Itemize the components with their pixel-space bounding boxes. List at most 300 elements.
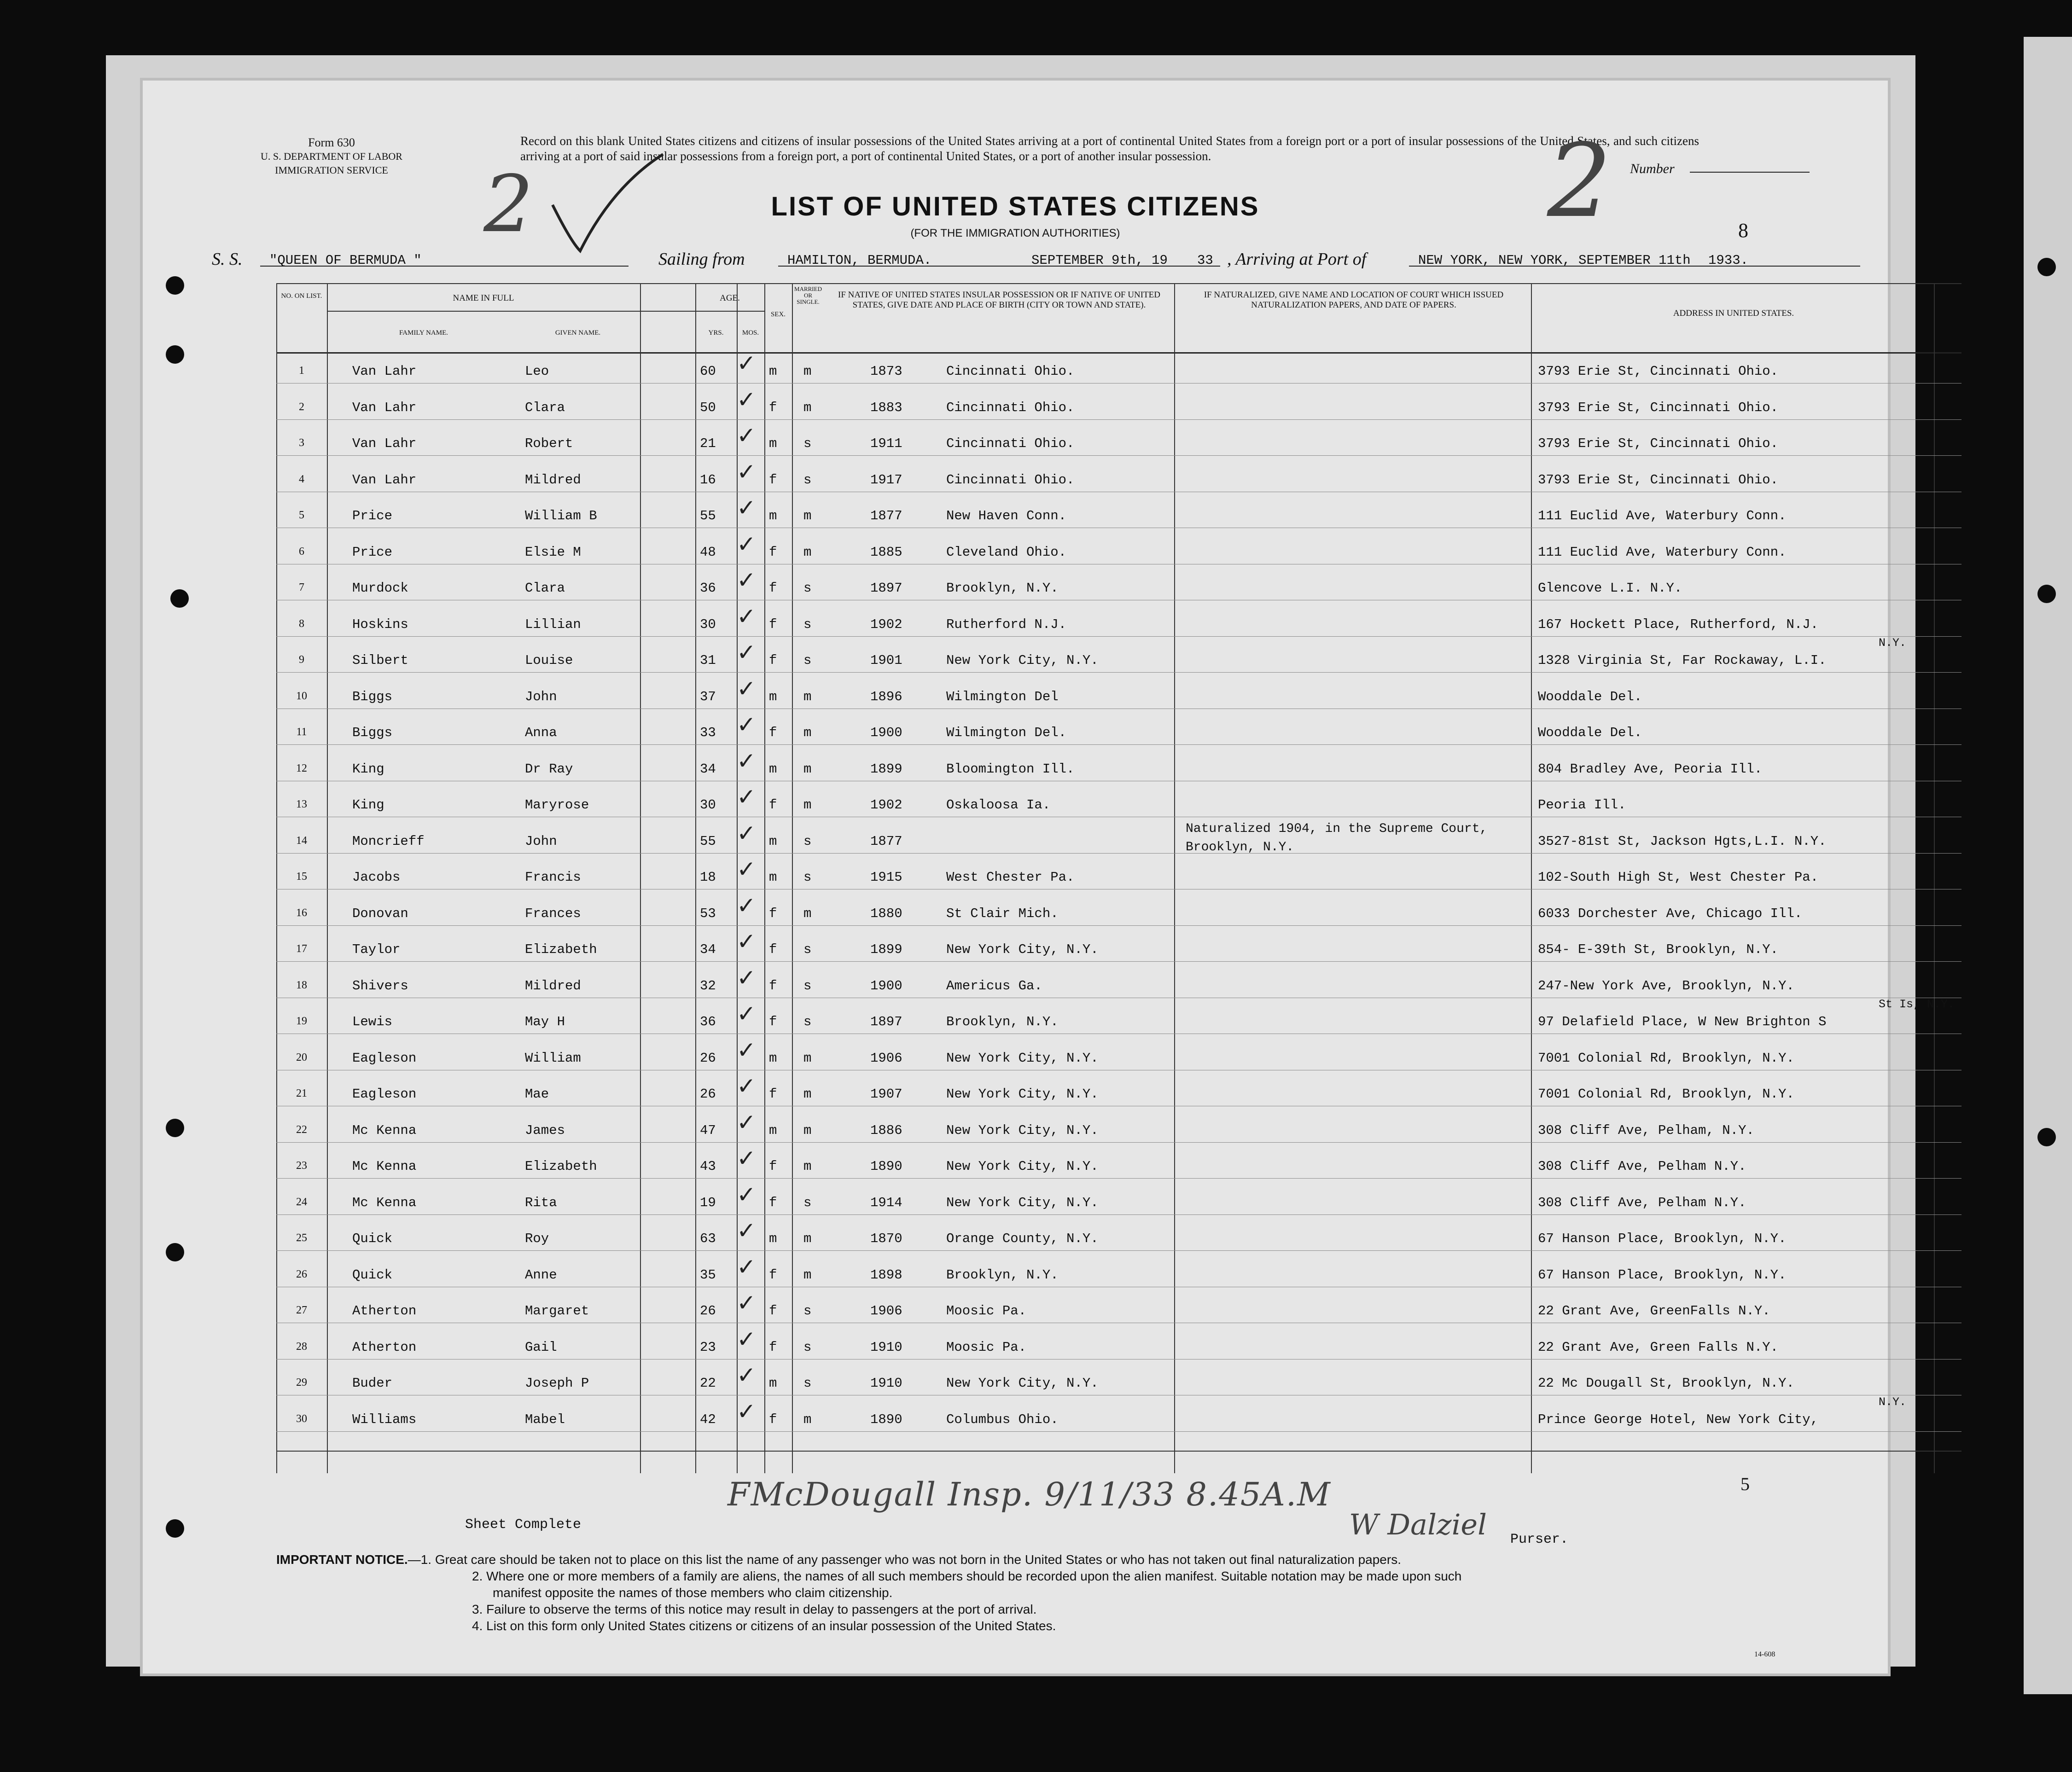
given-name: Francis [525, 870, 581, 885]
sex: f [769, 1303, 777, 1319]
checkmark-icon: ✓ [737, 603, 756, 630]
checkmark-icon: ✓ [737, 1073, 756, 1099]
purser-signature: W Dalziel [1349, 1508, 1487, 1541]
age-years: 26 [700, 1303, 716, 1319]
row-number: 26 [296, 1268, 307, 1280]
given-name: Joseph P [525, 1376, 589, 1391]
age-years: 21 [700, 436, 716, 451]
given-name: Anna [525, 725, 557, 740]
birth-place: New York City, N.Y. [946, 942, 1099, 957]
address-note: N.Y. [1879, 1395, 1907, 1409]
marital-status: s [803, 616, 812, 632]
birth-year: 1902 [870, 616, 902, 632]
voyage-line [147, 246, 1851, 274]
important-notice [276, 1551, 1851, 1634]
age-years: 37 [700, 689, 716, 704]
address: 6033 Dorchester Ave, Chicago Ill. [1538, 906, 1803, 921]
given-name: Mae [525, 1086, 549, 1102]
birth-place: Brooklyn, N.Y. [946, 1267, 1059, 1283]
given-name: Louise [525, 653, 573, 668]
marital-status: s [803, 870, 812, 885]
birth-year: 1914 [870, 1195, 902, 1210]
birth-year: 1906 [870, 1050, 902, 1066]
address: 67 Hanson Place, Brooklyn, N.Y. [1538, 1267, 1787, 1283]
header-age: AGE. [720, 293, 740, 303]
inspector-stamp: FMcDougall Insp. 9/11/33 8.45A.M [728, 1476, 1331, 1513]
row-number: 9 [299, 654, 304, 666]
row-rule [276, 636, 1961, 637]
address: 3793 Erie St, Cincinnati Ohio. [1538, 400, 1779, 415]
arrival-year: 1933. [1708, 253, 1749, 268]
sex: f [769, 581, 777, 596]
family-name: Van Lahr [352, 436, 417, 451]
row-number: 27 [296, 1304, 307, 1316]
family-name: Silbert [352, 653, 408, 668]
age-years: 35 [700, 1267, 716, 1283]
page-number: 8 [1738, 219, 1748, 242]
sex: f [769, 400, 777, 415]
checkmark-icon: ✓ [737, 1181, 756, 1208]
given-name: Robert [525, 436, 573, 451]
birth-year: 1910 [870, 1376, 902, 1391]
birth-year: 1873 [870, 364, 902, 379]
address: 7001 Colonial Rd, Brooklyn, N.Y. [1538, 1050, 1794, 1066]
checkmark-icon: ✓ [737, 711, 756, 738]
birth-year: 1901 [870, 653, 902, 668]
checkmark-icon: ✓ [737, 964, 756, 991]
row-number: 14 [296, 834, 307, 847]
sex: m [769, 761, 777, 777]
checkmark-icon: ✓ [737, 1145, 756, 1172]
checkmark-icon: ✓ [737, 639, 756, 666]
row-number: 6 [299, 545, 304, 558]
marital-status: m [803, 1050, 812, 1066]
family-name: Quick [352, 1231, 393, 1246]
age-years: 63 [700, 1231, 716, 1246]
age-years: 22 [700, 1376, 716, 1391]
given-name: Clara [525, 581, 565, 596]
address: 111 Euclid Ave, Waterbury Conn. [1538, 508, 1787, 523]
address: 1328 Virginia St, Far Rockaway, L.I. [1538, 653, 1827, 668]
date-underline [778, 266, 1220, 267]
punch-hole [166, 276, 184, 295]
birth-year: 1886 [870, 1122, 902, 1138]
family-name: Donovan [352, 906, 408, 921]
birth-place: Columbus Ohio. [946, 1412, 1059, 1427]
birth-place: New York City, N.Y. [946, 1122, 1099, 1138]
age-years: 31 [700, 653, 716, 668]
birth-place: Bloomington Ill. [946, 761, 1075, 777]
birth-place: Brooklyn, N.Y. [946, 1014, 1059, 1029]
birth-place: Moosic Pa. [946, 1339, 1027, 1355]
address: 22 Grant Ave, GreenFalls N.Y. [1538, 1303, 1770, 1319]
row-rule [276, 455, 1961, 456]
age-years: 55 [700, 833, 716, 849]
family-name: Quick [352, 1267, 393, 1283]
checkmark-icon: ✓ [737, 530, 756, 558]
given-name: John [525, 689, 557, 704]
birth-place: New York City, N.Y. [946, 1050, 1099, 1066]
family-name: Hoskins [352, 616, 408, 632]
sex: f [769, 544, 777, 560]
ss-label: S. S. [212, 250, 243, 269]
family-name: Moncrieff [352, 833, 425, 849]
age-years: 48 [700, 544, 716, 560]
family-name: Murdock [352, 581, 408, 596]
age-years: 26 [700, 1086, 716, 1102]
sex: f [769, 1339, 777, 1355]
arrival-port: NEW YORK, NEW YORK, SEPTEMBER 11th [1418, 253, 1691, 268]
ship-underline [260, 266, 629, 267]
sex: f [769, 1159, 777, 1174]
family-name: Price [352, 544, 393, 560]
row-number: 8 [299, 617, 304, 630]
birth-place: Cleveland Ohio. [946, 544, 1067, 560]
marital-status: s [803, 1195, 812, 1210]
birth-place: Wilmington Del [946, 689, 1059, 704]
row-rule [276, 419, 1961, 420]
birth-place: Wilmington Del. [946, 725, 1067, 740]
sex: f [769, 725, 777, 740]
form-number: Form 630 [308, 136, 355, 149]
given-name: Lillian [525, 616, 581, 632]
arriving-label: , Arriving at Port of [1227, 250, 1367, 269]
handwritten-mark-left: 2 [483, 159, 534, 250]
header-sex: SEX. [770, 311, 786, 318]
address: 854- E-39th St, Brooklyn, N.Y. [1538, 942, 1779, 957]
birth-year: 1900 [870, 978, 902, 993]
address: Glencove L.I. N.Y. [1538, 581, 1682, 596]
checkmark-icon: ✓ [737, 675, 756, 702]
address: 3793 Erie St, Cincinnati Ohio. [1538, 436, 1779, 451]
sex: f [769, 1086, 777, 1102]
family-name: Biggs [352, 689, 393, 704]
checkmark-icon: ✓ [737, 422, 756, 449]
address: Peoria Ill. [1538, 797, 1626, 813]
header-birth: IF NATIVE OF UNITED STATES INSULAR POSSESSION OR IF NATIVE OF UNITED STATES, GIVE DATE AND PLACE OF BIRTH (CITY OR TOWN AND STATE). [838, 290, 1160, 310]
row-number: 12 [296, 762, 307, 774]
given-name: Elizabeth [525, 942, 597, 957]
given-name: Dr Ray [525, 761, 573, 777]
row-rule [276, 961, 1961, 962]
departure-port: HAMILTON, BERMUDA. [787, 253, 932, 268]
punch-hole [170, 589, 189, 608]
checkmark-icon: ✓ [737, 1000, 756, 1027]
given-name: Mabel [525, 1412, 565, 1427]
header-address: ADDRESS IN UNITED STATES. [1673, 308, 1794, 318]
given-name: Mildred [525, 472, 581, 488]
age-years: 36 [700, 581, 716, 596]
age-years: 30 [700, 616, 716, 632]
address: 7001 Colonial Rd, Brooklyn, N.Y. [1538, 1086, 1794, 1102]
family-name: Lewis [352, 1014, 393, 1029]
sex: f [769, 472, 777, 488]
family-name: Price [352, 508, 393, 523]
sex: m [769, 364, 777, 379]
family-name: Taylor [352, 942, 401, 957]
row-rule [276, 1142, 1961, 1143]
birth-year: 1870 [870, 1231, 902, 1246]
checkmark-icon: ✓ [737, 747, 756, 774]
age-subheader-rule [695, 311, 764, 312]
row-number: 24 [296, 1196, 307, 1208]
department: U. S. DEPARTMENT OF LABOR [261, 151, 402, 162]
sheet-complete: Sheet Complete [465, 1517, 582, 1533]
given-name: James [525, 1122, 565, 1138]
checkmark-icon: ✓ [737, 1362, 756, 1389]
birth-year: 1910 [870, 1339, 902, 1355]
sex: f [769, 978, 777, 993]
row-rule [276, 1178, 1961, 1179]
sex: m [769, 870, 777, 885]
birth-place: New York City, N.Y. [946, 1195, 1099, 1210]
birth-place: New York City, N.Y. [946, 1086, 1099, 1102]
marital-status: m [803, 1159, 812, 1174]
age-years: 33 [700, 725, 716, 740]
notice-4: 4. List on this form only United States citizens or citizens of an insular possession of the United States. [472, 1619, 1056, 1633]
checkmark-icon: ✓ [737, 350, 756, 377]
birth-year: 1917 [870, 472, 902, 488]
sex: m [769, 1376, 777, 1391]
number-label: Number [1630, 161, 1675, 176]
sex: m [769, 1122, 777, 1138]
checkmark-icon: ✓ [737, 1398, 756, 1425]
purser-label: Purser. [1510, 1532, 1569, 1547]
marital-status: s [803, 833, 812, 849]
header-family: FAMILY NAME. [399, 329, 448, 337]
row-rule [276, 744, 1961, 745]
family-name: Shivers [352, 978, 408, 993]
handwritten-mark-right: 2 [1547, 122, 1612, 240]
address: 3793 Erie St, Cincinnati Ohio. [1538, 472, 1779, 488]
sex: f [769, 942, 777, 957]
birth-year: 1915 [870, 870, 902, 885]
marital-status: s [803, 1339, 812, 1355]
col-border [764, 283, 765, 1473]
checkmark-icon: ✓ [737, 1109, 756, 1136]
given-name: John [525, 833, 557, 849]
small-number: 5 [1740, 1474, 1750, 1494]
birth-year: 1885 [870, 544, 902, 560]
punch-hole [2037, 258, 2056, 276]
address: 3527-81st St, Jackson Hgts,L.I. N.Y. [1538, 833, 1827, 849]
punch-hole [2037, 1128, 2056, 1146]
marital-status: m [803, 508, 812, 523]
punch-hole [166, 1519, 184, 1538]
sex: f [769, 1195, 777, 1210]
row-number: 16 [296, 906, 307, 919]
naturalization-note: Naturalized 1904, in the Supreme Court, Brooklyn, N.Y. [1186, 821, 1488, 854]
given-name: Roy [525, 1231, 549, 1246]
intro-text: Record on this blank United States citizens and citizens of insular possessions of the United States arriving at a port of continental United States from a foreign port or a port of insular possessions of the United States, and such citizens arriving at a port of said insular possessions from a foreign port, a port of continental United States, or a port of another insular possession. [520, 134, 1699, 163]
marital-status: m [803, 1267, 812, 1283]
port-underline [1409, 266, 1860, 267]
row-number: 30 [296, 1412, 307, 1425]
given-name: Anne [525, 1267, 557, 1283]
row-number: 4 [299, 473, 304, 485]
address: 22 Grant Ave, Green Falls N.Y. [1538, 1339, 1779, 1355]
row-number: 18 [296, 979, 307, 991]
address: 308 Cliff Ave, Pelham N.Y. [1538, 1195, 1746, 1210]
col-border [1934, 283, 1935, 1473]
address-note: St Is, N.Y. [1879, 998, 1955, 1011]
marital-status: s [803, 978, 812, 993]
header-mos: MOS. [742, 329, 759, 337]
marital-status: m [803, 544, 812, 560]
family-name: Van Lahr [352, 472, 417, 488]
col-border [792, 283, 793, 1473]
marital-status: m [803, 1122, 812, 1138]
birth-year: 1911 [870, 436, 902, 451]
notice-2: 2. Where one or more members of a family are aliens, the names of all such members should be recorded upon the alien manifest. Suitable notation may be made upon such [472, 1569, 1462, 1583]
checkmark-icon: ✓ [737, 567, 756, 593]
given-name: Mildred [525, 978, 581, 993]
birth-year: 1900 [870, 725, 902, 740]
checkmark-icon: ✓ [737, 892, 756, 919]
birth-year: 1890 [870, 1412, 902, 1427]
checkmark-icon: ✓ [737, 1036, 756, 1063]
address: 308 Cliff Ave, Pelham N.Y. [1538, 1159, 1746, 1174]
birth-place: New York City, N.Y. [946, 1159, 1099, 1174]
sex: m [769, 508, 777, 523]
birth-year: 1880 [870, 906, 902, 921]
family-name: Jacobs [352, 870, 401, 885]
address: 3793 Erie St, Cincinnati Ohio. [1538, 364, 1779, 379]
sex: f [769, 616, 777, 632]
birth-place: Oskaloosa Ia. [946, 797, 1051, 813]
birth-year: 1897 [870, 1014, 902, 1029]
ship-name: "QUEEN OF BERMUDA " [269, 253, 422, 268]
page-title: LIST OF UNITED STATES CITIZENS [771, 192, 1260, 221]
header-given: GIVEN NAME. [555, 329, 601, 337]
name-subheader-rule [327, 311, 695, 312]
row-rule [276, 853, 1961, 854]
notice-2b: manifest opposite the names of those members who claim citizenship. [493, 1586, 893, 1600]
address: 67 Hanson Place, Brooklyn, N.Y. [1538, 1231, 1787, 1246]
given-name: William B [525, 508, 597, 523]
manifest-table [276, 283, 1961, 1473]
family-name: Van Lahr [352, 400, 417, 415]
notice-3: 3. Failure to observe the terms of this notice may result in delay to passengers at the port of arrival. [472, 1602, 1037, 1616]
family-name: Van Lahr [352, 364, 417, 379]
family-name: King [352, 761, 384, 777]
marital-status: s [803, 1303, 812, 1319]
row-rule [276, 1431, 1961, 1432]
birth-place: New Haven Conn. [946, 508, 1067, 523]
birth-place: Americus Ga. [946, 978, 1042, 993]
age-years: 42 [700, 1412, 716, 1427]
sex: m [769, 1231, 777, 1246]
sex: m [769, 833, 777, 849]
birth-place: Cincinnati Ohio. [946, 472, 1075, 488]
marital-status: s [803, 1376, 812, 1391]
col-border [1531, 283, 1532, 1473]
header-name: NAME IN FULL [453, 293, 514, 303]
sex: m [769, 689, 777, 704]
address: 97 Delafield Place, W New Brighton S [1538, 1014, 1827, 1029]
age-years: 43 [700, 1159, 716, 1174]
birth-place: Moosic Pa. [946, 1303, 1027, 1319]
birth-year: 1890 [870, 1159, 902, 1174]
family-name: Atherton [352, 1303, 417, 1319]
family-name: Eagleson [352, 1086, 417, 1102]
age-years: 16 [700, 472, 716, 488]
sex: m [769, 436, 777, 451]
marital-status: m [803, 364, 812, 379]
address: 167 Hockett Place, Rutherford, N.J. [1538, 616, 1819, 632]
age-years: 36 [700, 1014, 716, 1029]
manifest-page [143, 81, 1955, 1673]
birth-year: 1897 [870, 581, 902, 596]
checkmark-icon: ✓ [737, 1253, 756, 1280]
given-name: May H [525, 1014, 565, 1029]
given-name: Rita [525, 1195, 557, 1210]
birth-place: West Chester Pa. [946, 870, 1075, 885]
sailing-label: Sailing from [658, 250, 745, 269]
col-border [695, 283, 696, 1473]
given-name: Leo [525, 364, 549, 379]
family-name: Mc Kenna [352, 1122, 417, 1138]
age-years: 60 [700, 364, 716, 379]
age-years: 26 [700, 1050, 716, 1066]
row-rule [276, 1250, 1961, 1251]
age-years: 23 [700, 1339, 716, 1355]
row-rule [276, 672, 1961, 673]
col-border [276, 283, 277, 1473]
address: 804 Bradley Ave, Peoria Ill. [1538, 761, 1763, 777]
punch-hole [166, 1119, 184, 1137]
address: 102-South High St, West Chester Pa. [1538, 870, 1819, 885]
checkmark-icon: ✓ [737, 819, 756, 847]
row-number: 11 [296, 726, 307, 738]
departure-date: SEPTEMBER 9th, 19 [1031, 253, 1168, 268]
given-name: William [525, 1050, 581, 1066]
row-number: 3 [299, 437, 304, 449]
family-name: King [352, 797, 384, 813]
birth-year: 1907 [870, 1086, 902, 1102]
row-number: 23 [296, 1160, 307, 1172]
row-number: 1 [299, 365, 304, 377]
birth-year: 1906 [870, 1303, 902, 1319]
row-number: 22 [296, 1123, 307, 1136]
family-name: Mc Kenna [352, 1195, 417, 1210]
table-top-rule [276, 283, 1961, 284]
checkmark-icon: ✓ [737, 928, 756, 955]
row-number: 13 [296, 798, 307, 810]
family-name: Buder [352, 1376, 393, 1391]
address: 22 Mc Dougall St, Brooklyn, N.Y. [1538, 1376, 1794, 1391]
marital-status: s [803, 436, 812, 451]
birth-place: New York City, N.Y. [946, 653, 1099, 668]
given-name: Gail [525, 1339, 557, 1355]
service: IMMIGRATION SERVICE [275, 164, 388, 176]
row-number: 21 [296, 1087, 307, 1099]
birth-place: Cincinnati Ohio. [946, 400, 1075, 415]
marital-status: s [803, 581, 812, 596]
age-years: 18 [700, 870, 716, 885]
marital-status: m [803, 1231, 812, 1246]
header-bottom-rule [276, 352, 1961, 354]
family-name: Atherton [352, 1339, 417, 1355]
birth-year: 1899 [870, 761, 902, 777]
sex: f [769, 653, 777, 668]
given-name: Clara [525, 400, 565, 415]
age-years: 55 [700, 508, 716, 523]
departure-year: 33 [1197, 253, 1213, 268]
birth-year: 1902 [870, 797, 902, 813]
punch-hole [166, 345, 184, 364]
age-years: 50 [700, 400, 716, 415]
